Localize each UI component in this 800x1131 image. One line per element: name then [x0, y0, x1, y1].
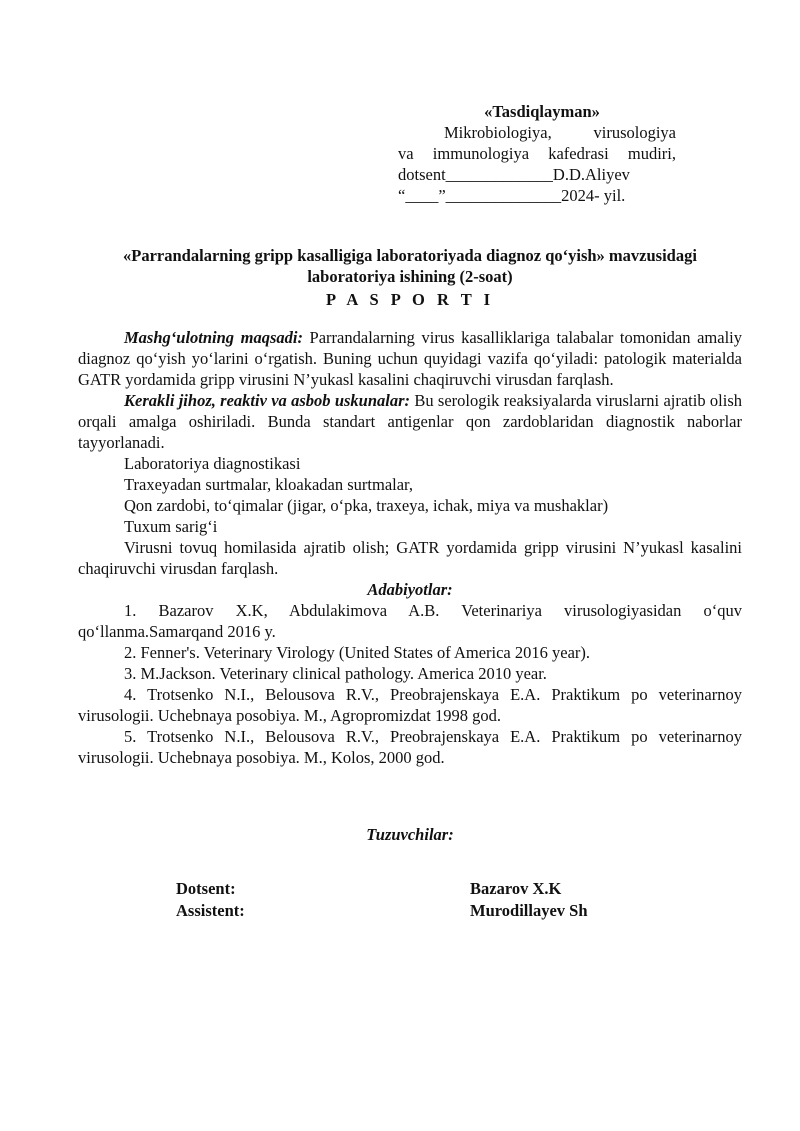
literature-item-2: 2. Fenner's. Veterinary Virology (United States of America 2016 year).	[124, 643, 591, 662]
authors-block	[78, 824, 742, 922]
body-line-5: Virusni tovuq homilasida ajratib olish; GATR yordamida gripp virusini N’yukasl kasalini chaqiruvchi virusdan farqlash.	[78, 538, 742, 578]
approval-line-3: dotsent_____________D.D.Aliyev	[398, 165, 630, 184]
document-heading	[78, 245, 742, 310]
body-line-4: Tuxum sarig‘i	[124, 517, 218, 536]
author-role: Dotsent:	[176, 879, 236, 898]
literature-title: Adabiyotlar:	[367, 580, 453, 599]
heading-line-1: «Parrandalarning gripp kasalligiga laboratoriyada diagnoz qo‘yish» mavzusidagi	[123, 246, 697, 265]
equipment-label: Kerakli jihoz, reaktiv va asbob uskunalar:	[124, 391, 411, 410]
literature-item-4: 4. Trotsenko N.I., Belousova R.V., Preobrajenskaya E.A. Praktikum po veterinarnoy virusologii. Uchebnaya posobiya. M., Agropromizdat 1998 god.	[78, 685, 742, 725]
approval-line-1: Mikrobiologiya, virusologiya	[444, 123, 676, 142]
author-row	[78, 878, 742, 900]
equipment-text: Bu serologik reaksiyalarda viruslarni ajratib olish orqali amalga oshiriladi. Bunda standart antigenlar qon zardoblaridan diagnostik naborlar tayyorlanadi.	[78, 391, 742, 452]
author-role: Assistent:	[176, 901, 245, 920]
author-row	[78, 900, 742, 922]
goal-text: Parrandalarning virus kasalliklariga talabalar tomonidan amaliy diagnoz qo‘yish yo‘larini o‘rgatish. Buning uchun quyidagi vazifa qo‘yiladi: patologik materialda GATR yordamida gripp virusini N’yukasl kasalini chaqiruvchi virusdan farqlash.	[78, 328, 742, 389]
body-line-2: Traxeyadan surtmalar, kloakadan surtmalar,	[124, 475, 414, 494]
heading-line-2: laboratoriya ishining (2-soat)	[307, 267, 513, 286]
goal-paragraph	[78, 327, 742, 390]
goal-label: Mashg‘ulotning maqsadi:	[124, 328, 303, 347]
authors-title: Tuzuvchilar:	[366, 825, 454, 844]
literature-item-3: 3. M.Jackson. Veterinary clinical pathology. America 2010 year.	[124, 664, 547, 683]
body-line-3: Qon zardobi, to‘qimalar (jigar, o‘pka, traxeya, ichak, miya va mushaklar)	[124, 496, 609, 515]
passport-title: P A S P O R T I	[325, 290, 495, 309]
approval-block	[398, 101, 676, 206]
approval-line-2: va immunologiya kafedrasi mudiri,	[398, 144, 676, 163]
literature-item-1: 1. Bazarov X.K, Abdulakimova A.B. Veterinariya virusologiyasidan o‘quv qo‘llanma.Samarqand 2016 y.	[78, 601, 742, 641]
approval-title: «Tasdiqlayman»	[484, 102, 600, 121]
document-body	[78, 327, 742, 768]
literature-item-5: 5. Trotsenko N.I., Belousova R.V., Preobrajenskaya E.A. Praktikum po veterinarnoy virusologii. Uchebnaya posobiya. M., Kolos, 2000 god.	[78, 727, 742, 767]
approval-line-4: “____”______________2024- yil.	[398, 186, 626, 205]
author-name: Bazarov X.K	[470, 879, 562, 898]
body-line-1: Laboratoriya diagnostikasi	[124, 454, 301, 473]
author-name: Murodillayev Sh	[470, 901, 588, 920]
equipment-paragraph	[78, 390, 742, 453]
